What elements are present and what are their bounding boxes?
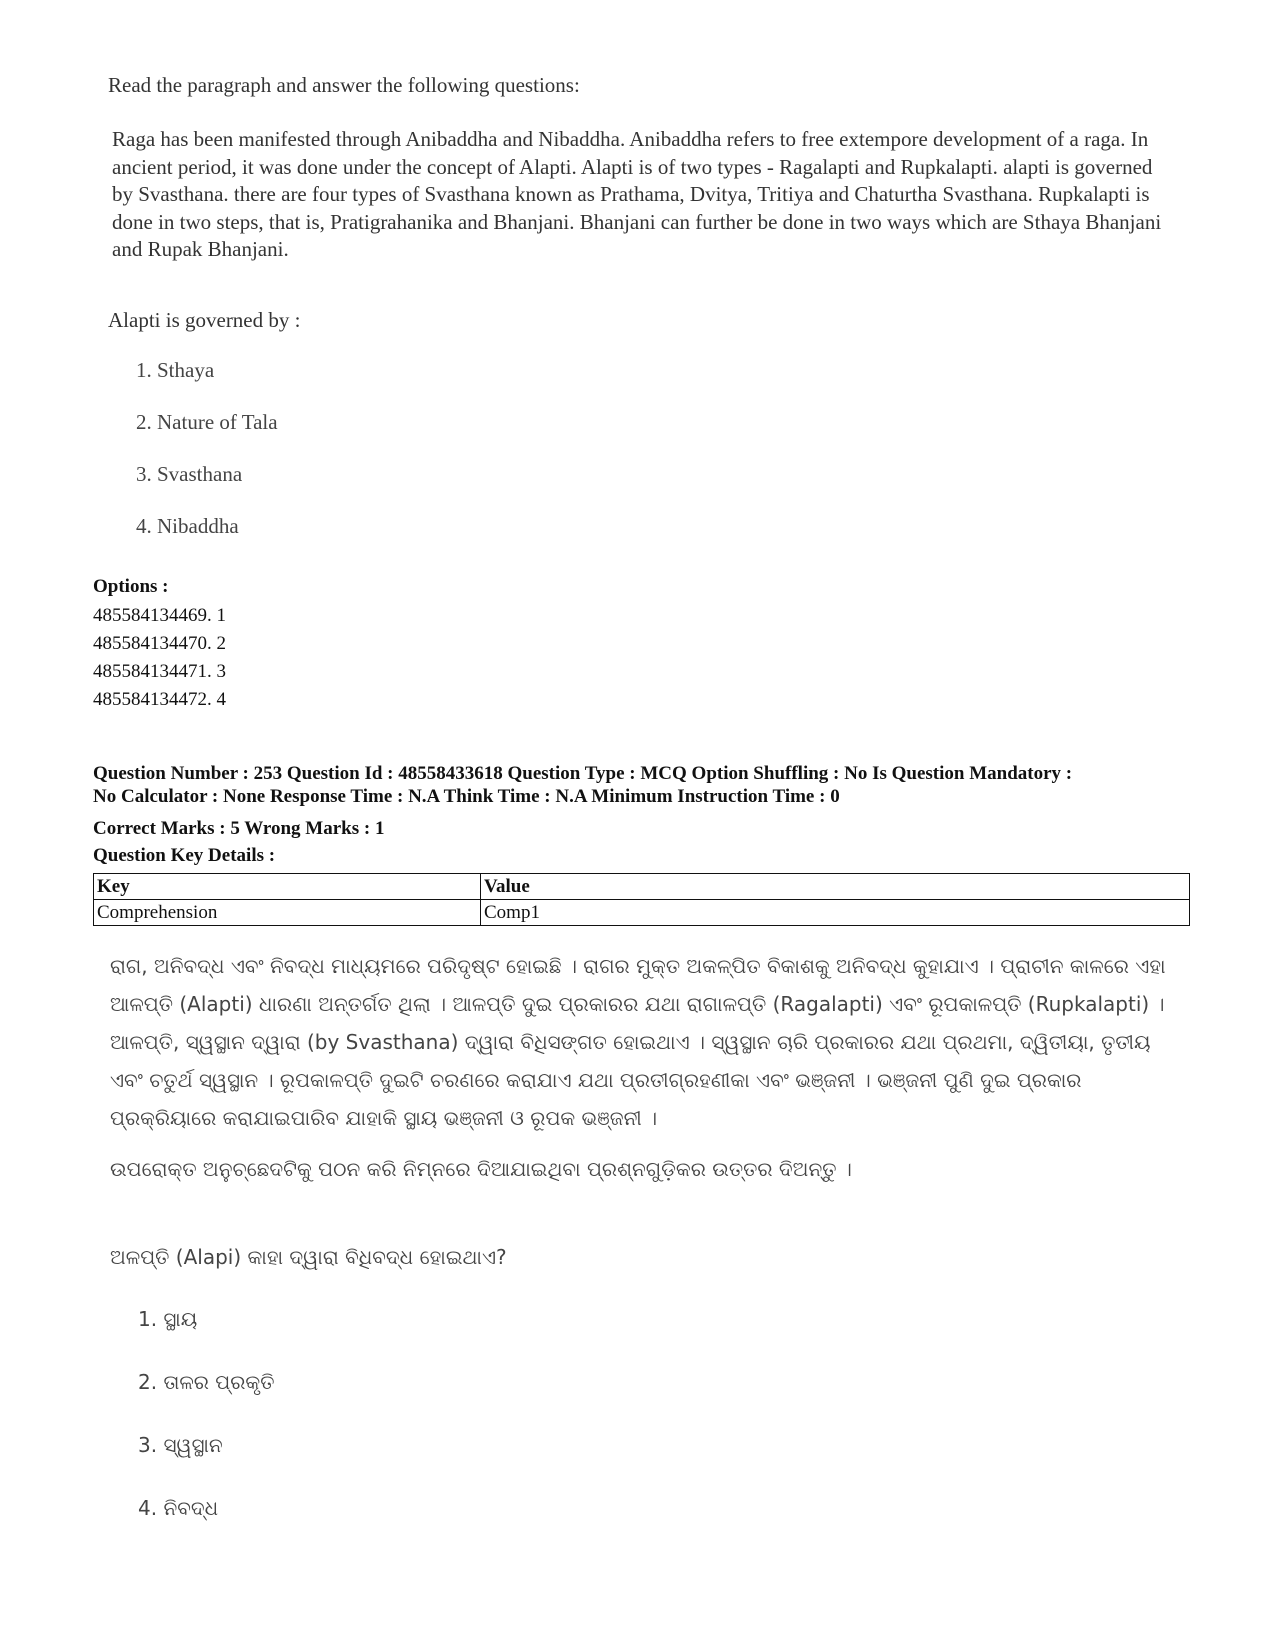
table-header-key: Key [94,874,481,900]
meta-line-2: No Calculator : None Response Time : N.A Think Time : N.A Minimum Instruction Time : 0 [93,786,840,807]
odia-question: ଅଳପ୍ତି (Alapi) କାହା ଦ୍ୱାରା ବିଧିବଦ୍ଧ ହୋଇଥାଏ? [110,1245,507,1269]
options-list [93,602,226,714]
table-cell-key: Comprehension [94,900,481,926]
odia-choice-4: 4. ନିବଦ୍ଧ [138,1496,219,1520]
odia-choice-1: 1. ସ୍ଥାୟ [138,1307,198,1331]
table-header-value: Value [481,874,1190,900]
choice-1: 1. Sthaya [136,358,215,382]
choice-4: 4. Nibaddha [136,514,239,538]
options-label: Options : [93,576,169,597]
odia-choice-3: 3. ସ୍ୱସ୍ଥାନ [138,1433,223,1457]
marks-text: Correct Marks : 5 Wrong Marks : 1 [93,818,385,839]
question-text: Alapti is governed by : [108,308,301,332]
table-cell-value: Comp1 [481,900,1190,926]
comprehension-paragraph: Raga has been manifested through Anibaddha and Nibaddha. Anibaddha refers to free extempore development of a raga. In ancient period, it was done under the concept of Alapti. Alapti is of two types - Ragalapti and Rupkalapti. alapti is governed by Svasthana. there are four types of Svasthana known as Prathama, Dvitya, Tritiya and Chaturtha Svasthana. Rupkalapti is done in two steps, that is, Pratigrahanika and Bhanjani. Bhanjani can further be done in two ways which are Sthaya Bhanjani and Rupak Bhanjani. [112,127,1162,261]
instruction-text: Read the paragraph and answer the following questions: [108,73,580,97]
meta-line-1: Question Number : 253 Question Id : 48558433618 Question Type : MCQ Option Shuffling : No Is Question Mandatory : [93,763,1073,784]
key-details-table [93,873,1190,926]
odia-choice-2: 2. ତାଳର ପ୍ରକୃତି [138,1370,275,1394]
question-meta [93,762,1213,808]
choice-2: 2. Nature of Tala [136,410,278,434]
odia-paragraph: ରାଗ, ଅନିବଦ୍ଧ ଏବଂ ନିବଦ୍ଧ ମାଧ୍ୟମରେ ପରିଦୃଷ୍ଟ ହୋଇଛି । ରାଗର ମୁକ୍ତ ଅକଳ୍ପିତ ବିକାଶକୁ ଅନିବଦ୍ଧ କୁହାଯାଏ । ପ୍ରାଚୀନ କାଳରେ ଏହା ଆଳପ୍ତି (Alapti) ଧାରଣା ଅନ୍ତର୍ଗତ ଥିଲା । ଆଳପ୍ତି ଦୁଇ ପ୍ରକାରର ଯଥା ରାଗାଳପ୍ତି (Ragalapti) ଏବଂ ରୂପକାଳପ୍ତି (Rupkalapti) । ଆଳପ୍ତି, ସ୍ୱସ୍ଥାନ ଦ୍ୱାରା (by Svasthana) ଦ୍ୱାରା ବିଧିସଙ୍ଗତ ହୋଇଥାଏ । ସ୍ୱସ୍ଥାନ ଚାରି ପ୍ରକାରର ଯଥା ପ୍ରଥମା, ଦ୍ୱିତୀୟା, ତୃତୀୟ ଏବଂ ଚତୁର୍ଥ ସ୍ୱସ୍ଥାନ । ରୂପକାଳପ୍ତି ଦୁଇଟି ଚରଣରେ କରାଯାଏ ଯଥା ପ୍ରତୀଗ୍ରହଣୀକା ଏବଂ ଭଞ୍ଜନୀ । ଭଞ୍ଜନୀ ପୁଣି ଦୁଇ ପ୍ରକାର ପ୍ରକ୍ରିୟାରେ କରାଯାଇପାରିବ ଯାହାକି ସ୍ଥାୟ ଭଞ୍ଜନୀ ଓ ରୂପକ ଭଞ୍ଜନୀ । [110,954,1166,1130]
odia-instruction: ଉପରୋକ୍ତ ଅନୁଚ୍ଛେଦଟିକୁ ପଠନ କରି ନିମ୍ନରେ ଦିଆଯାଇଥିବା ପ୍ରଶ୍ନଗୁଡ଼ିକର ଉତ୍ତର ଦିଅନ୍ତୁ । [110,1157,852,1181]
option-id-1: 485584134469. 1 [93,605,226,626]
table-header-row [94,874,1190,900]
option-id-2: 485584134470. 2 [93,633,226,654]
table-row [94,900,1190,926]
option-id-3: 485584134471. 3 [93,661,226,682]
key-details-label: Question Key Details : [93,845,276,866]
option-id-4: 485584134472. 4 [93,689,226,710]
choice-3: 3. Svasthana [136,462,243,486]
